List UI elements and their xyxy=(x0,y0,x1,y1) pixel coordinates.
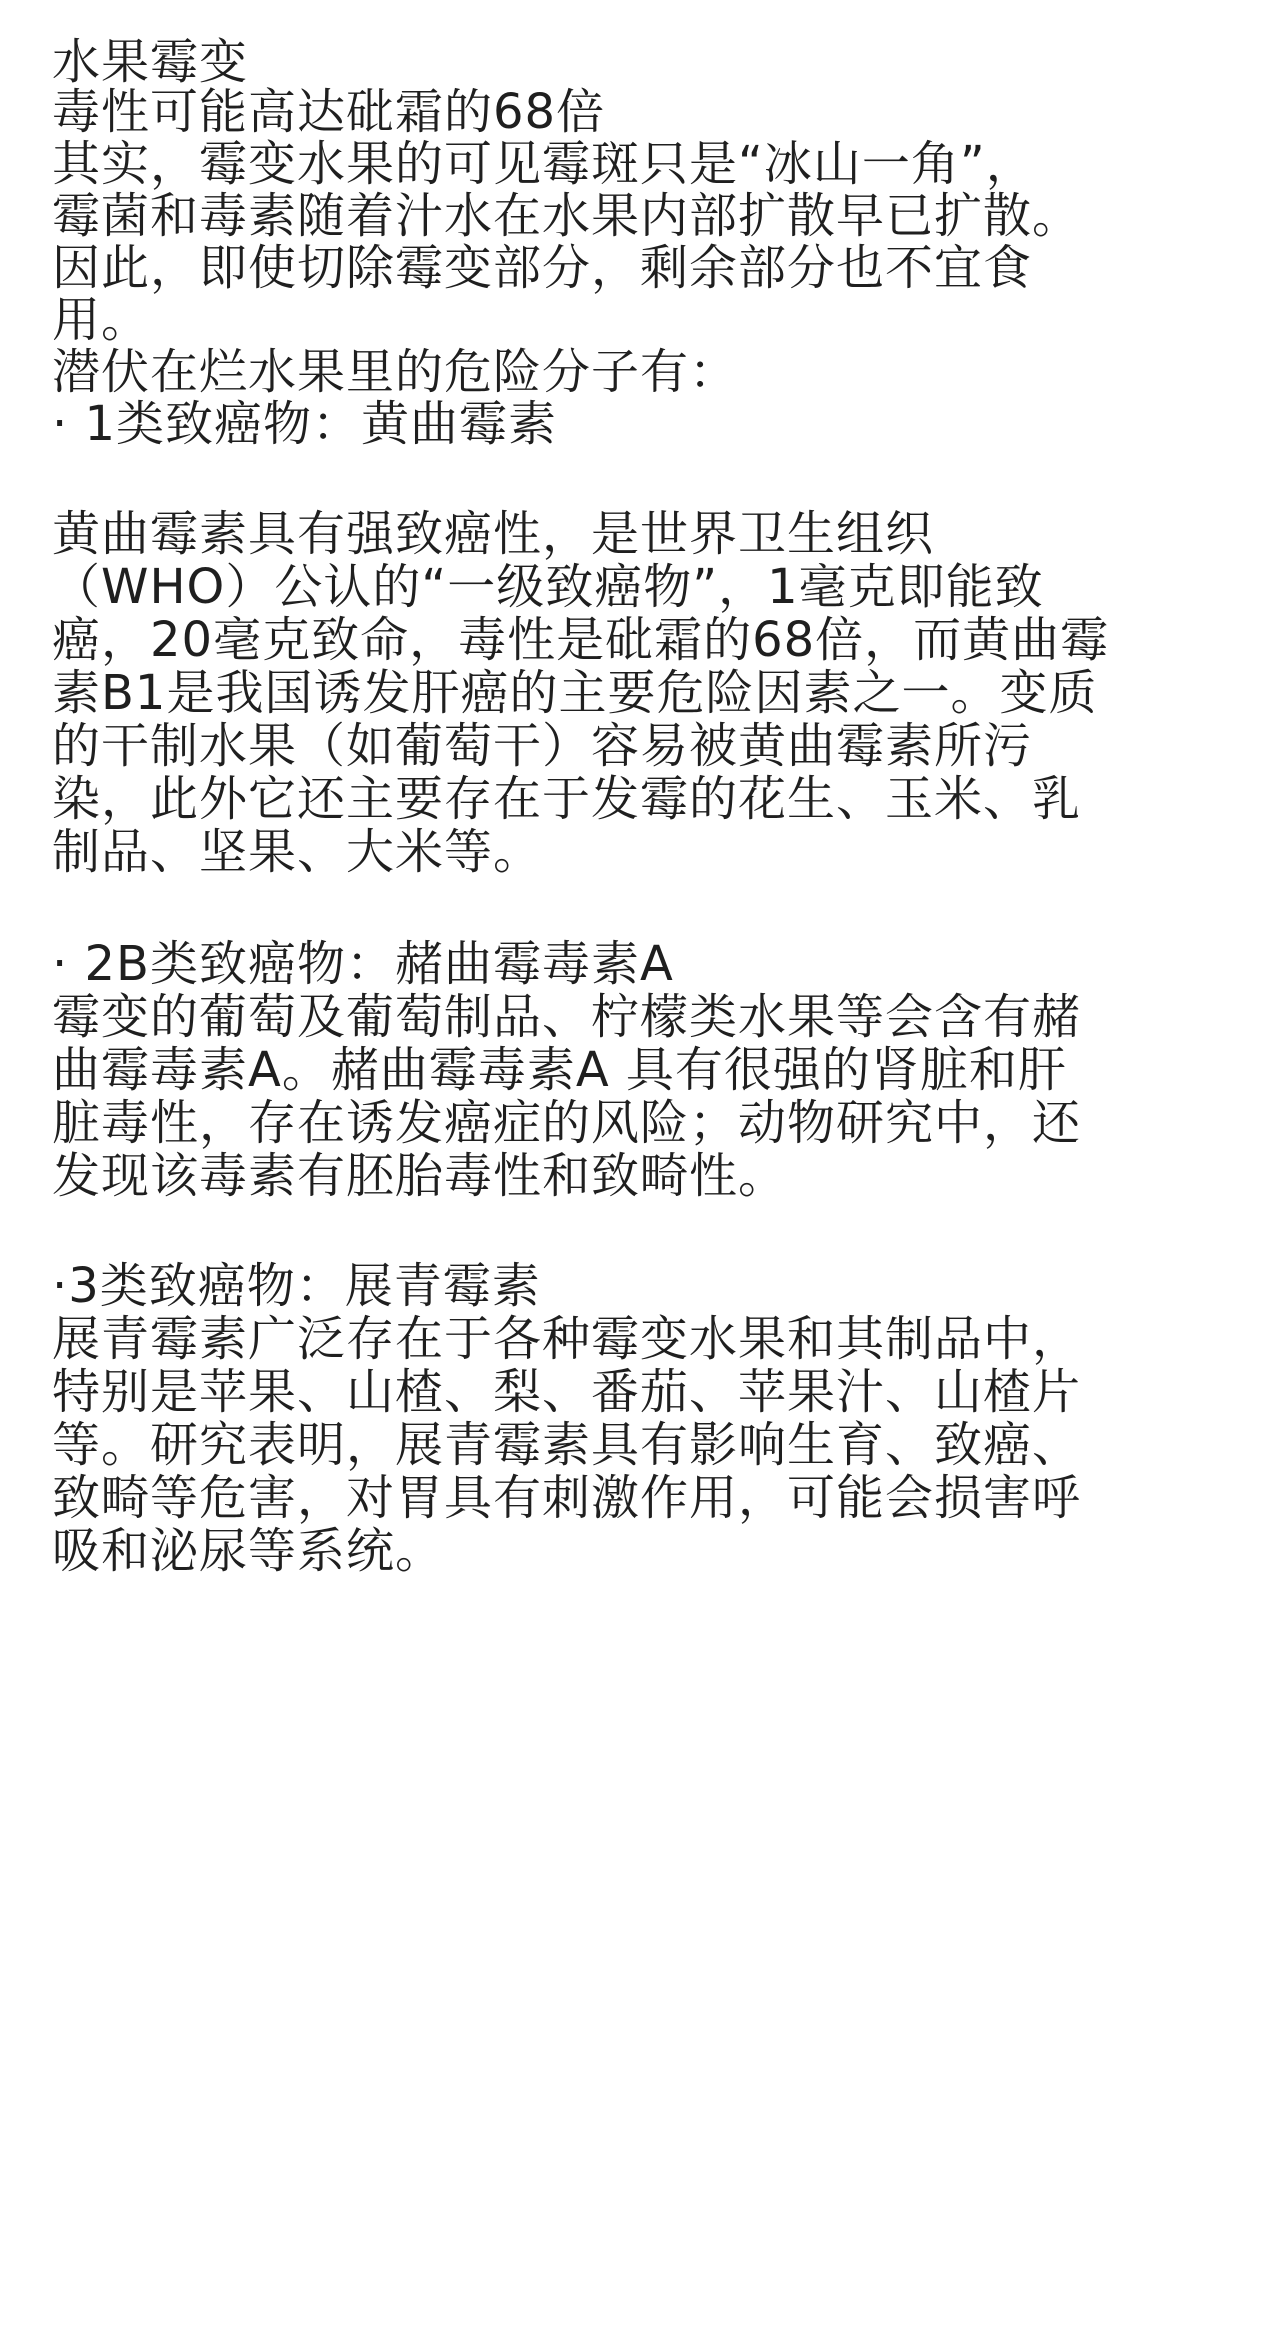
intro-line-3: 因此，即使切除霉变部分，剩余部分也不宜食 xyxy=(52,240,1033,296)
aflatoxin-paragraph-line-3: 癌，20毫克致命，毒性是砒霜的68倍，而黄曲霉 xyxy=(52,612,1110,668)
patulin-paragraph-line-4: 致畸等危害，对胃具有刺激作用，可能会损害呼 xyxy=(52,1470,1082,1526)
ochratoxin-paragraph-line-2: 曲霉毒素A。赭曲霉毒素A 具有很强的肾脏和肝 xyxy=(52,1042,1067,1098)
patulin-paragraph-line-1: 展青霉素广泛存在于各种霉变水果和其制品中， xyxy=(52,1311,1082,1367)
patulin-paragraph-line-5: 吸和泌尿等系统。 xyxy=(52,1523,445,1579)
aflatoxin-paragraph-line-2: （WHO）公认的“一级致癌物”，1毫克即能致 xyxy=(52,559,1044,615)
aflatoxin-paragraph-line-4: 素B1是我国诱发肝癌的主要危险因素之一。变质 xyxy=(52,665,1098,721)
section-ochratoxin-heading: · 2B类致癌物：赭曲霉毒素A xyxy=(52,936,674,992)
title-line-2: 毒性可能高达砒霜的68倍 xyxy=(52,84,606,140)
aflatoxin-paragraph-line-6: 染，此外它还主要存在于发霉的花生、玉米、乳 xyxy=(52,771,1082,827)
danger-intro-line: 潜伏在烂水果里的危险分子有： xyxy=(52,344,739,400)
ochratoxin-paragraph-line-4: 发现该毒素有胚胎毒性和致畸性。 xyxy=(52,1148,788,1204)
intro-line-1: 其实，霉变水果的可见霉斑只是“冰山一角”， xyxy=(52,136,1035,192)
section-patulin-heading: ·3类致癌物：展青霉素 xyxy=(52,1258,541,1314)
patulin-paragraph-line-3: 等。研究表明，展青霉素具有影响生育、致癌、 xyxy=(52,1417,1082,1473)
ochratoxin-paragraph-line-1: 霉变的葡萄及葡萄制品、柠檬类水果等会含有赭 xyxy=(52,989,1082,1045)
section-aflatoxin-heading: · 1类致癌物：黄曲霉素 xyxy=(52,396,558,452)
aflatoxin-paragraph-line-5: 的干制水果（如葡萄干）容易被黄曲霉素所污 xyxy=(52,718,1033,774)
ochratoxin-paragraph-line-3: 脏毒性，存在诱发癌症的风险；动物研究中，还 xyxy=(52,1095,1082,1151)
intro-line-2: 霉菌和毒素随着汁水在水果内部扩散早已扩散。 xyxy=(52,188,1082,244)
intro-line-4: 用。 xyxy=(52,292,151,348)
aflatoxin-paragraph-line-7: 制品、坚果、大米等。 xyxy=(52,824,543,880)
patulin-paragraph-line-2: 特别是苹果、山楂、梨、番茄、苹果汁、山楂片 xyxy=(52,1364,1082,1420)
title-line-1: 水果霉变 xyxy=(52,34,249,90)
aflatoxin-paragraph-line-1: 黄曲霉素具有强致癌性，是世界卫生组织 xyxy=(52,506,935,562)
